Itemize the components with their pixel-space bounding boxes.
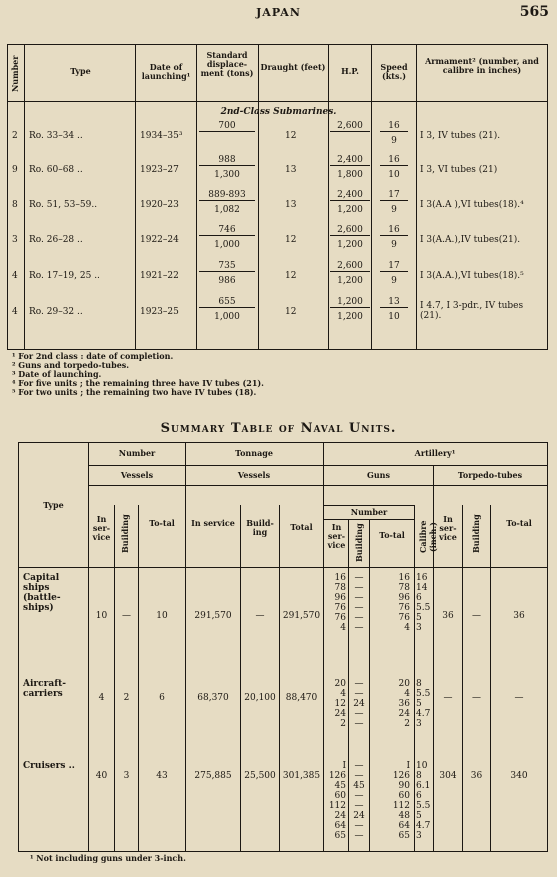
gun-building: — [354, 623, 364, 633]
gun-calibre: 3 [416, 831, 422, 841]
gun-in-service: 16 [334, 573, 346, 583]
col-header-guns: Guns [367, 470, 390, 480]
row-draught: 12 [285, 271, 297, 281]
row-displacement-submerged: 1,300 [214, 170, 240, 180]
row-armament: I 3(A.A.),VI tubes(18).⁵ [420, 271, 524, 281]
row-type: Cruisers .. [23, 761, 75, 771]
gun-total: 90 [398, 781, 410, 791]
row-number: 4 [12, 271, 18, 281]
gun-building: — [354, 613, 364, 623]
col-header-displacement: Standard displace-ment (tons) [200, 50, 254, 78]
col-header-ton-total: Total [290, 522, 313, 532]
row-speed-submerged: 9 [391, 205, 397, 215]
col-header-hp: H.P. [341, 66, 359, 76]
row-displacement-surface: 700 [199, 121, 255, 132]
gun-in-service: 65 [334, 831, 346, 841]
row-date: 1922–24 [140, 235, 179, 245]
row-armament: I 3(A.A ),VI tubes(18).⁴ [420, 200, 524, 210]
row-draught: 12 [285, 307, 297, 317]
gun-total: 36 [398, 699, 410, 709]
footnote: ² Guns and torpedo-tubes. [12, 360, 130, 370]
row-tonnage-total: 88,470 [285, 693, 318, 703]
gun-building: — [354, 583, 364, 593]
row-hp-submerged: 1,200 [337, 312, 363, 322]
row-tt-in-service: 304 [439, 771, 457, 781]
row-tt-building: — [472, 611, 481, 621]
row-type: Ro. 51, 53–59.. [29, 200, 98, 210]
col-header-guns-in-service: In ser-vice [327, 522, 346, 550]
gun-building: 24 [353, 811, 365, 821]
gun-total: 2 [404, 719, 410, 729]
row-tonnage-building: 25,500 [244, 771, 276, 781]
row-speed-submerged: 9 [391, 240, 397, 250]
gun-calibre: 8 [416, 771, 422, 781]
row-speed-surface: 13 [380, 297, 408, 308]
row-displacement-submerged: 986 [218, 276, 236, 286]
col-header-guns-building: Building [354, 523, 364, 563]
row-speed-submerged: 9 [391, 276, 397, 286]
gun-calibre: 16 [416, 573, 428, 583]
gun-in-service: I [342, 761, 346, 771]
col-header-calibre: Calibre (inch.) [418, 520, 438, 554]
gun-total: 60 [398, 791, 410, 801]
gun-in-service: 2 [340, 719, 346, 729]
gun-calibre: 14 [416, 583, 428, 593]
row-in-service: 40 [95, 771, 108, 781]
row-armament: I 3, VI tubes (21) [420, 165, 498, 175]
row-building: 2 [123, 693, 130, 703]
row-draught: 13 [285, 200, 297, 210]
row-tt-total: — [514, 693, 524, 703]
row-hp-surface: 2,600 [330, 121, 370, 132]
gun-calibre: 6 [416, 593, 422, 603]
gun-total: 78 [398, 583, 410, 593]
row-type: Ro. 17–19, 25 .. [29, 271, 100, 281]
col-header-tonnage: Tonnage [235, 448, 273, 458]
col-header-type: Type [43, 500, 64, 510]
row-tonnage-building: — [255, 611, 265, 621]
gun-total: 16 [398, 573, 410, 583]
gun-total: 76 [398, 603, 410, 613]
gun-in-service: 76 [334, 603, 346, 613]
gun-in-service: 60 [334, 791, 346, 801]
row-type: Ro. 26–28 .. [29, 235, 83, 245]
col-header-tt-in-service: In ser-vice [439, 514, 457, 542]
gun-in-service: 64 [334, 821, 346, 831]
footnote: ³ Date of launching. [12, 369, 102, 379]
gun-building: — [354, 821, 364, 831]
gun-building: — [354, 801, 364, 811]
col-header-ton-in-service: In service [191, 518, 235, 528]
gun-in-service: 76 [334, 613, 346, 623]
gun-building: — [354, 593, 364, 603]
gun-total: 112 [392, 801, 410, 811]
gun-in-service: 20 [334, 679, 346, 689]
gun-total: 48 [398, 811, 410, 821]
gun-in-service: 126 [328, 771, 346, 781]
summary-table-title: Summary Table of Naval Units. [160, 421, 397, 436]
col-header-torpedo-tubes: Torpedo-tubes [457, 470, 523, 480]
col-header-type: Type [70, 66, 91, 76]
footnote: ⁴ For five units ; the remaining three have IV tubes (21). [12, 378, 264, 388]
gun-calibre: 5 [416, 699, 422, 709]
row-speed-surface: 16 [380, 155, 408, 166]
gun-in-service: 4 [340, 689, 346, 699]
gun-building: — [354, 603, 364, 613]
gun-calibre: 4.7 [416, 821, 431, 831]
row-in-service: 4 [98, 693, 105, 703]
row-type: Capital ships (battle-ships) [23, 573, 61, 613]
row-speed-submerged: 10 [388, 170, 400, 180]
gun-in-service: 45 [334, 781, 346, 791]
row-hp-submerged: 1,200 [337, 205, 363, 215]
row-hp-submerged: 1,200 [337, 240, 363, 250]
col-header-number: Number [10, 55, 20, 93]
row-tonnage-building: 20,100 [244, 693, 276, 703]
row-displacement-surface: 746 [199, 225, 255, 236]
gun-calibre: 6 [416, 791, 422, 801]
row-hp-submerged: 1,200 [337, 276, 363, 286]
row-speed-surface: 17 [380, 261, 408, 272]
gun-building: — [354, 719, 364, 729]
gun-total: 126 [392, 771, 410, 781]
row-hp-surface: 2,400 [330, 155, 370, 166]
gun-in-service: 4 [340, 623, 346, 633]
page-header-title: JAPAN [256, 6, 301, 19]
row-displacement-submerged: 1,000 [214, 240, 240, 250]
gun-calibre: 5 [416, 811, 422, 821]
row-type: Ro. 33–34 .. [29, 131, 83, 141]
row-type: Ro. 29–32 .. [29, 307, 83, 317]
gun-building: — [354, 831, 364, 841]
page-number: 565 [519, 4, 549, 20]
gun-total: 96 [398, 593, 410, 603]
row-speed-surface: 16 [380, 225, 408, 236]
gun-calibre: 8 [416, 679, 422, 689]
row-tonnage-in-service: 275,885 [194, 771, 232, 781]
col-header-vessels-tonnage: Vessels [237, 470, 271, 480]
row-date: 1920–23 [140, 200, 179, 210]
row-total: 43 [156, 771, 168, 781]
gun-total: 64 [398, 821, 410, 831]
gun-building: — [354, 709, 364, 719]
gun-total: I [406, 761, 410, 771]
row-armament: I 4.7, I 3-pdr., IV tubes (21). [420, 301, 524, 321]
row-number: 4 [12, 307, 18, 317]
row-total: 10 [156, 611, 168, 621]
col-header-vessels: Vessels [120, 470, 154, 480]
row-number: 9 [12, 165, 18, 175]
row-building: — [122, 611, 131, 621]
section-title-2nd-class: 2nd-Class Submarines. [220, 107, 337, 117]
gun-in-service: 24 [334, 709, 346, 719]
row-number: 8 [12, 200, 18, 210]
gun-building: — [354, 679, 364, 689]
gun-building: — [354, 791, 364, 801]
gun-in-service: 112 [328, 801, 346, 811]
gun-building: — [354, 573, 364, 583]
col-header-in-service: In ser-vice [92, 514, 111, 542]
gun-in-service: 96 [334, 593, 346, 603]
gun-calibre: 4.7 [416, 709, 431, 719]
row-type: Aircraft-carriers [23, 679, 66, 699]
row-displacement-submerged: 1,000 [214, 312, 240, 322]
row-hp-surface: 2,400 [330, 190, 370, 201]
footnote: ⁵ For two units ; the remaining two have IV tubes (18). [12, 387, 257, 397]
gun-building: 45 [353, 781, 365, 791]
row-hp-surface: 2,600 [330, 261, 370, 272]
row-draught: 13 [285, 165, 297, 175]
gun-total: 4 [404, 689, 410, 699]
gun-total: 24 [398, 709, 410, 719]
row-displacement-surface: 655 [199, 297, 255, 308]
col-header-building: Building [120, 514, 130, 554]
row-tt-building: — [472, 693, 481, 703]
row-type: Ro. 60–68 .. [29, 165, 83, 175]
row-total: 6 [159, 693, 165, 703]
row-speed-submerged: 9 [391, 136, 397, 146]
row-tt-total: 36 [513, 611, 525, 621]
row-date: 1921–22 [140, 271, 179, 281]
row-draught: 12 [285, 131, 297, 141]
submarine-footnotes [12, 352, 264, 397]
gun-calibre: 3 [416, 623, 422, 633]
gun-total: 4 [404, 623, 410, 633]
submarine-table [7, 44, 548, 350]
col-header-tt-total: To-tal [506, 518, 532, 528]
row-tonnage-in-service: 291,570 [194, 611, 232, 621]
summary-footnote: ¹ Not including guns under 3-inch. [30, 853, 186, 863]
gun-in-service: 24 [334, 811, 346, 821]
row-displacement-submerged: 1,082 [214, 205, 240, 215]
gun-in-service: 78 [334, 583, 346, 593]
row-in-service: 10 [95, 611, 108, 621]
gun-total: 20 [398, 679, 410, 689]
gun-calibre: 10 [416, 761, 428, 771]
gun-building: 24 [353, 699, 365, 709]
col-header-armament: Armament² (number, and calibre in inches) [425, 56, 539, 75]
row-armament: I 3(A.A.),IV tubes(21). [420, 235, 521, 245]
row-tt-in-service: — [443, 693, 453, 703]
row-tonnage-total: 291,570 [282, 611, 321, 621]
row-hp-surface: 2,600 [330, 225, 370, 236]
summary-table [18, 442, 548, 852]
col-header-total: To-tal [149, 518, 175, 528]
row-speed-surface: 16 [380, 121, 408, 132]
row-draught: 12 [285, 235, 297, 245]
row-tonnage-in-service: 68,370 [197, 693, 229, 703]
gun-calibre: 5.5 [416, 603, 431, 613]
row-displacement-surface: 735 [199, 261, 255, 272]
gun-calibre: 6.1 [416, 781, 431, 791]
row-displacement-surface: 889-893 [199, 190, 255, 201]
col-header-draught: Draught (feet) [260, 62, 326, 72]
row-tt-in-service: 36 [442, 611, 454, 621]
gun-building: — [354, 761, 364, 771]
col-header-number: Number [118, 448, 156, 458]
row-tt-total: 340 [510, 771, 528, 781]
gun-calibre: 5.5 [416, 801, 431, 811]
col-header-tt-building: Building [471, 514, 481, 554]
row-date: 1923–25 [140, 307, 179, 317]
row-tonnage-total: 301,385 [282, 771, 321, 781]
row-date: 1923–27 [140, 165, 179, 175]
gun-calibre: 3 [416, 719, 422, 729]
row-displacement-surface: 988 [199, 155, 255, 166]
gun-calibre: 5 [416, 613, 422, 623]
gun-building: — [354, 771, 364, 781]
row-hp-submerged: 1,800 [337, 170, 363, 180]
col-header-ton-building: Build-ing [246, 518, 274, 537]
col-header-guns-total: To-tal [379, 530, 405, 540]
gun-total: 65 [398, 831, 410, 841]
row-tt-building: 36 [470, 771, 483, 781]
row-speed-surface: 17 [380, 190, 408, 201]
row-date: 1934–35³ [140, 131, 183, 141]
row-armament: I 3, IV tubes (21). [420, 131, 501, 141]
col-header-speed: Speed (kts.) [380, 62, 408, 81]
col-header-date: Date of launching¹ [141, 62, 191, 81]
gun-building: — [354, 689, 364, 699]
row-number: 3 [12, 235, 18, 245]
row-speed-submerged: 10 [388, 312, 400, 322]
row-number: 2 [12, 131, 18, 141]
gun-total: 76 [398, 613, 410, 623]
gun-in-service: 12 [334, 699, 346, 709]
row-hp-surface: 1,200 [330, 297, 370, 308]
col-header-guns-number: Number [350, 507, 388, 517]
gun-calibre: 5.5 [416, 689, 431, 699]
col-header-artillery: Artillery¹ [414, 448, 456, 458]
footnote: ¹ For 2nd class : date of completion. [12, 351, 174, 361]
row-building: 3 [123, 771, 130, 781]
